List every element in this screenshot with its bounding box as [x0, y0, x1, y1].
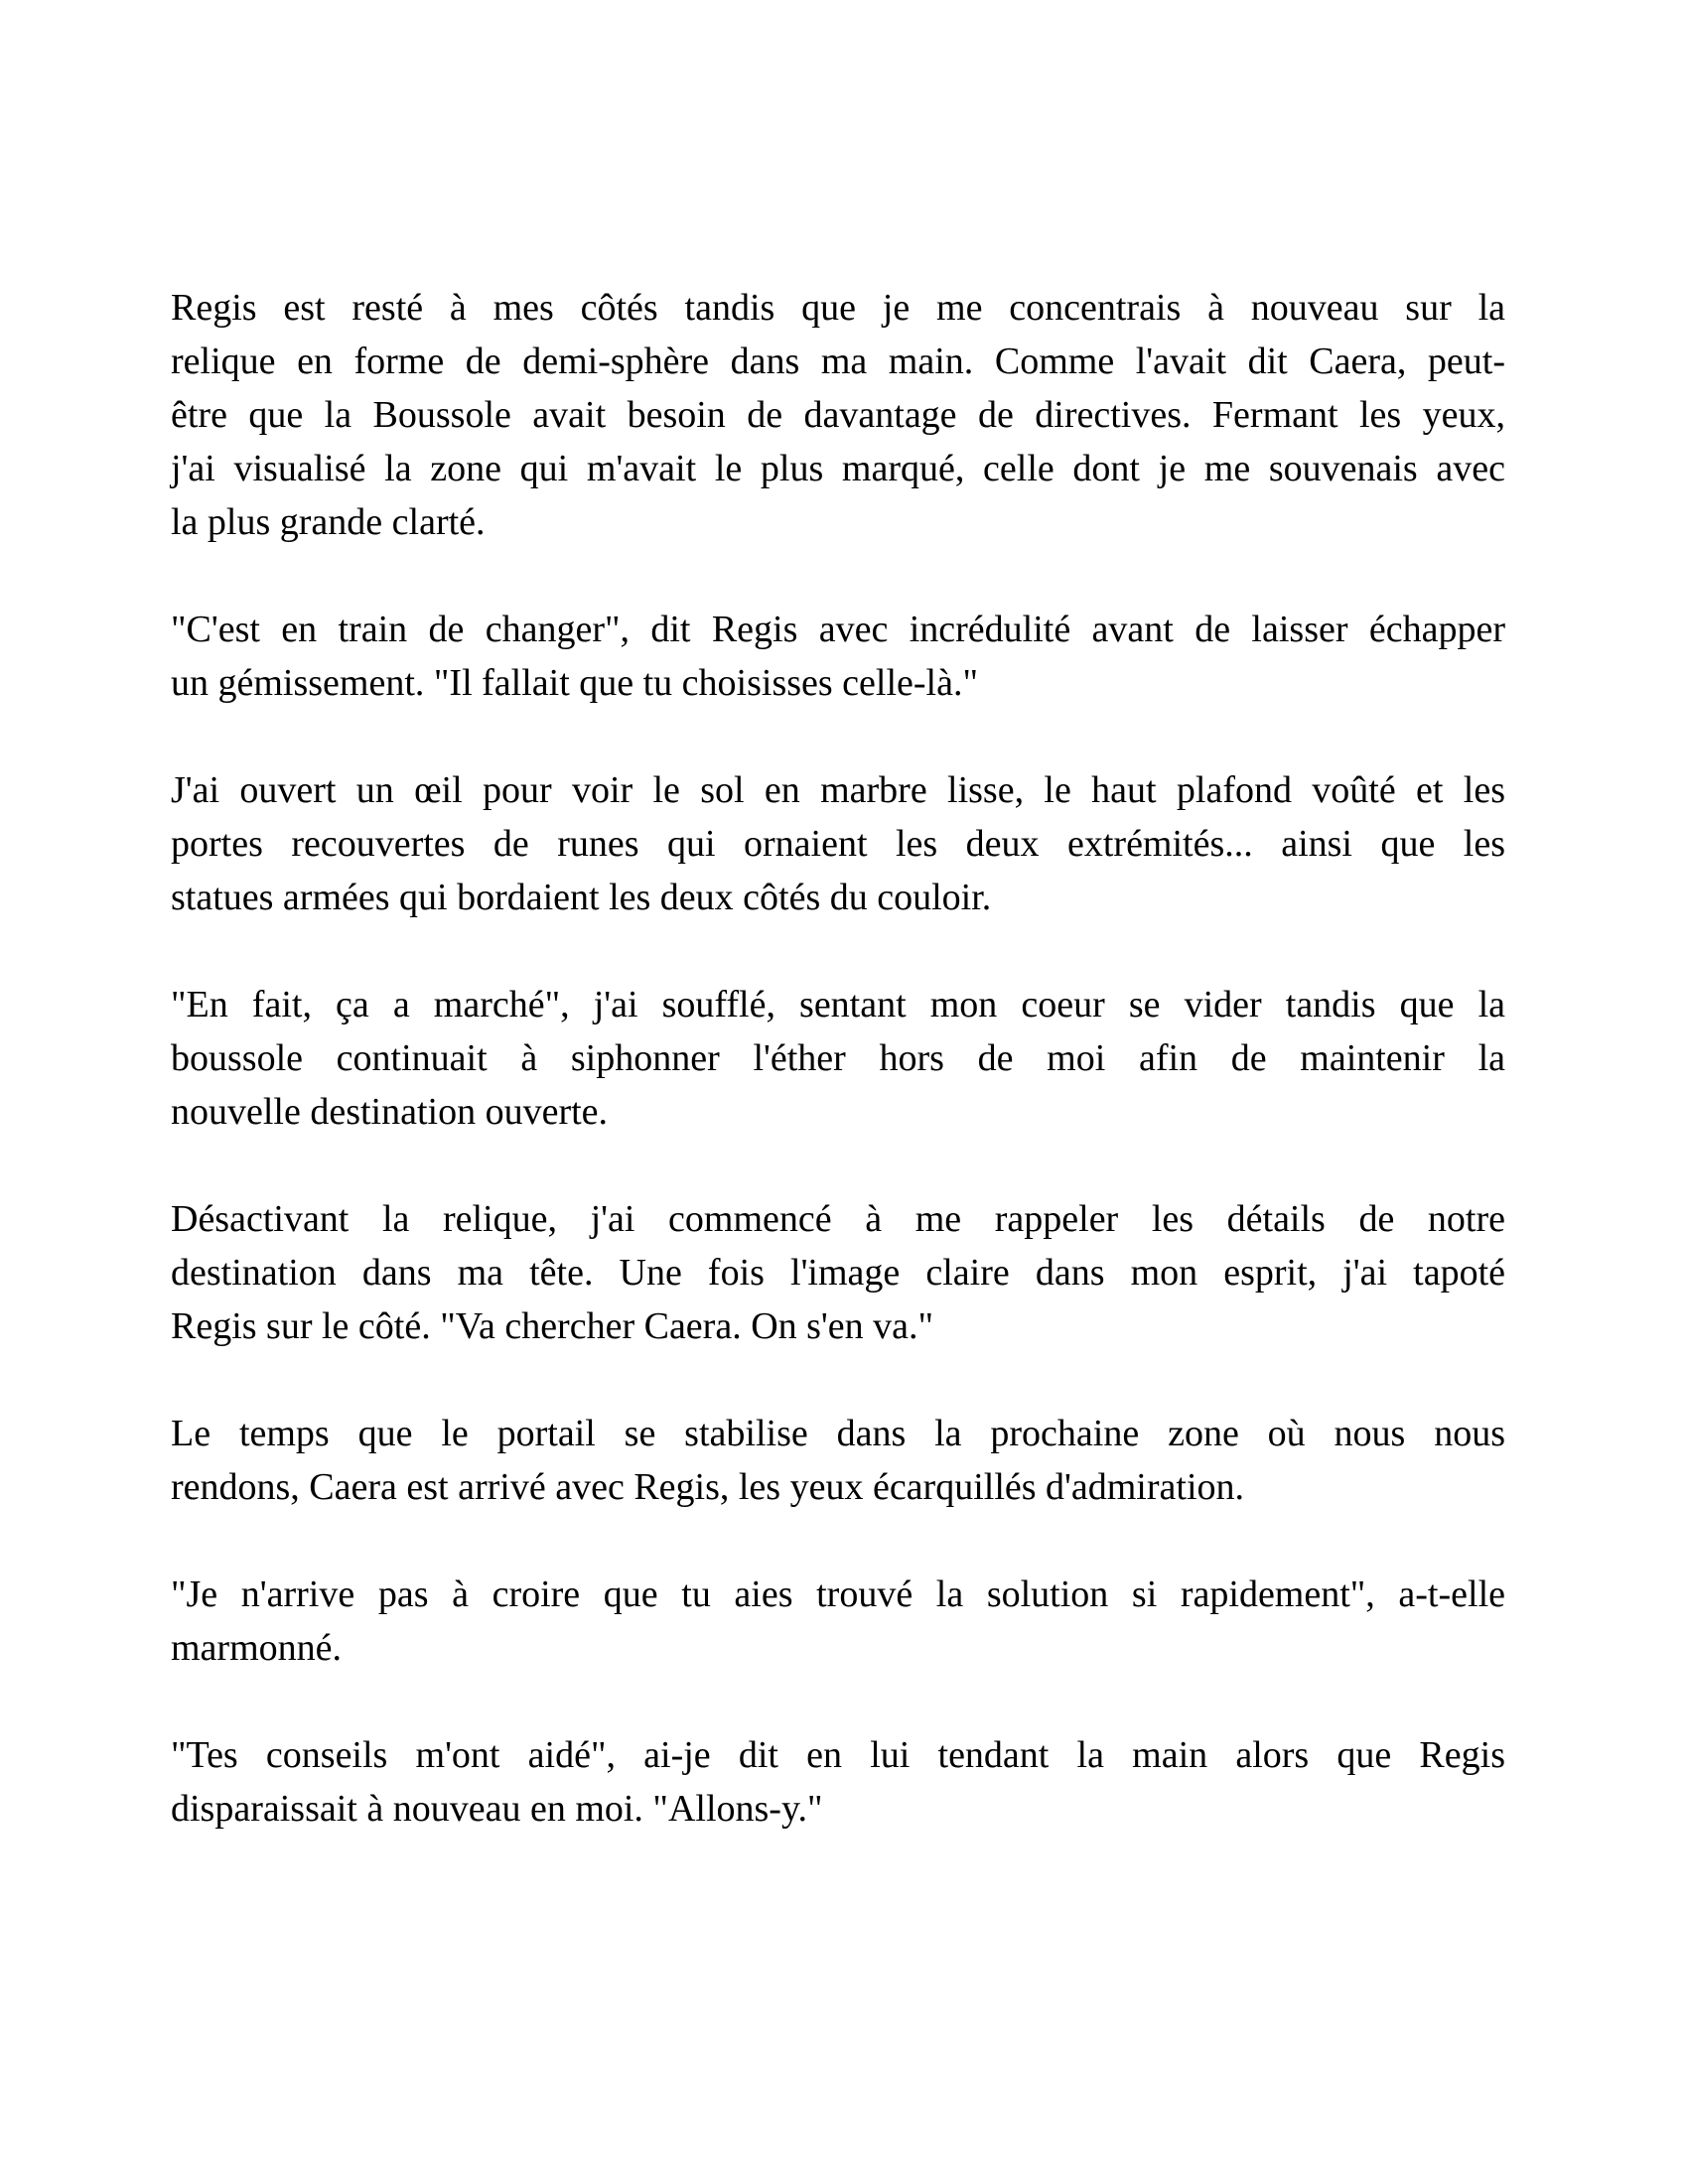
text-line: j'ai visualisé la zone qui m'avait le plus marqué, celle dont je me souvenais avec: [171, 448, 1505, 489]
text-line: nouvelle destination ouverte.: [171, 1091, 609, 1133]
text-line: la plus grande clarté.: [171, 501, 486, 543]
text-line: "Je n'arrive pas à croire que tu aies trouvé la solution si rapidement", a-t-elle: [171, 1573, 1505, 1615]
text-line: Désactivant la relique, j'ai commencé à me rappeler les détails de notre: [171, 1198, 1505, 1240]
paragraph: [171, 1407, 1505, 1514]
text-line: "C'est en train de changer", dit Regis avec incrédulité avant de laisser échapper: [171, 609, 1505, 650]
text-line: Regis est resté à mes côtés tandis que je me concentrais à nouveau sur la: [171, 287, 1505, 329]
text-line: boussole continuait à siphonner l'éther hors de moi afin de maintenir la: [171, 1037, 1505, 1079]
text-line: Le temps que le portail se stabilise dans la prochaine zone où nous nous: [171, 1413, 1505, 1454]
text-line: portes recouvertes de runes qui ornaient les deux extrémités... ainsi que les: [171, 823, 1505, 865]
text-line: Regis sur le côté. "Va chercher Caera. On s'en va.": [171, 1305, 934, 1347]
text-line: relique en forme de demi-sphère dans ma main. Comme l'avait dit Caera, peut-: [171, 341, 1505, 382]
text-line: J'ai ouvert un œil pour voir le sol en marbre lisse, le haut plafond voûté et les: [171, 769, 1505, 811]
text-line: destination dans ma tête. Une fois l'image claire dans mon esprit, j'ai tapoté: [171, 1252, 1505, 1294]
text-line: statues armées qui bordaient les deux côtés du couloir.: [171, 877, 992, 918]
paragraph: [171, 1568, 1505, 1675]
paragraph: [171, 281, 1505, 549]
paragraph: [171, 763, 1505, 924]
text-line: "Tes conseils m'ont aidé", ai-je dit en lui tendant la main alors que Regis: [171, 1734, 1505, 1776]
text-line: disparaissait à nouveau en moi. "Allons-y.": [171, 1788, 823, 1830]
text-line: un gémissement. "Il fallait que tu choisisses celle-là.": [171, 662, 978, 704]
paragraph: [171, 1192, 1505, 1353]
text-line: être que la Boussole avait besoin de davantage de directives. Fermant les yeux,: [171, 394, 1505, 436]
text-line: marmonné.: [171, 1627, 343, 1669]
text-line: rendons, Caera est arrivé avec Regis, les yeux écarquillés d'admiration.: [171, 1466, 1244, 1508]
paragraph: [171, 603, 1505, 710]
paragraph: [171, 1728, 1505, 1836]
text-line: "En fait, ça a marché", j'ai soufflé, sentant mon coeur se vider tandis que la: [171, 984, 1505, 1025]
text-block: [171, 281, 1505, 1836]
paragraph: [171, 978, 1505, 1139]
